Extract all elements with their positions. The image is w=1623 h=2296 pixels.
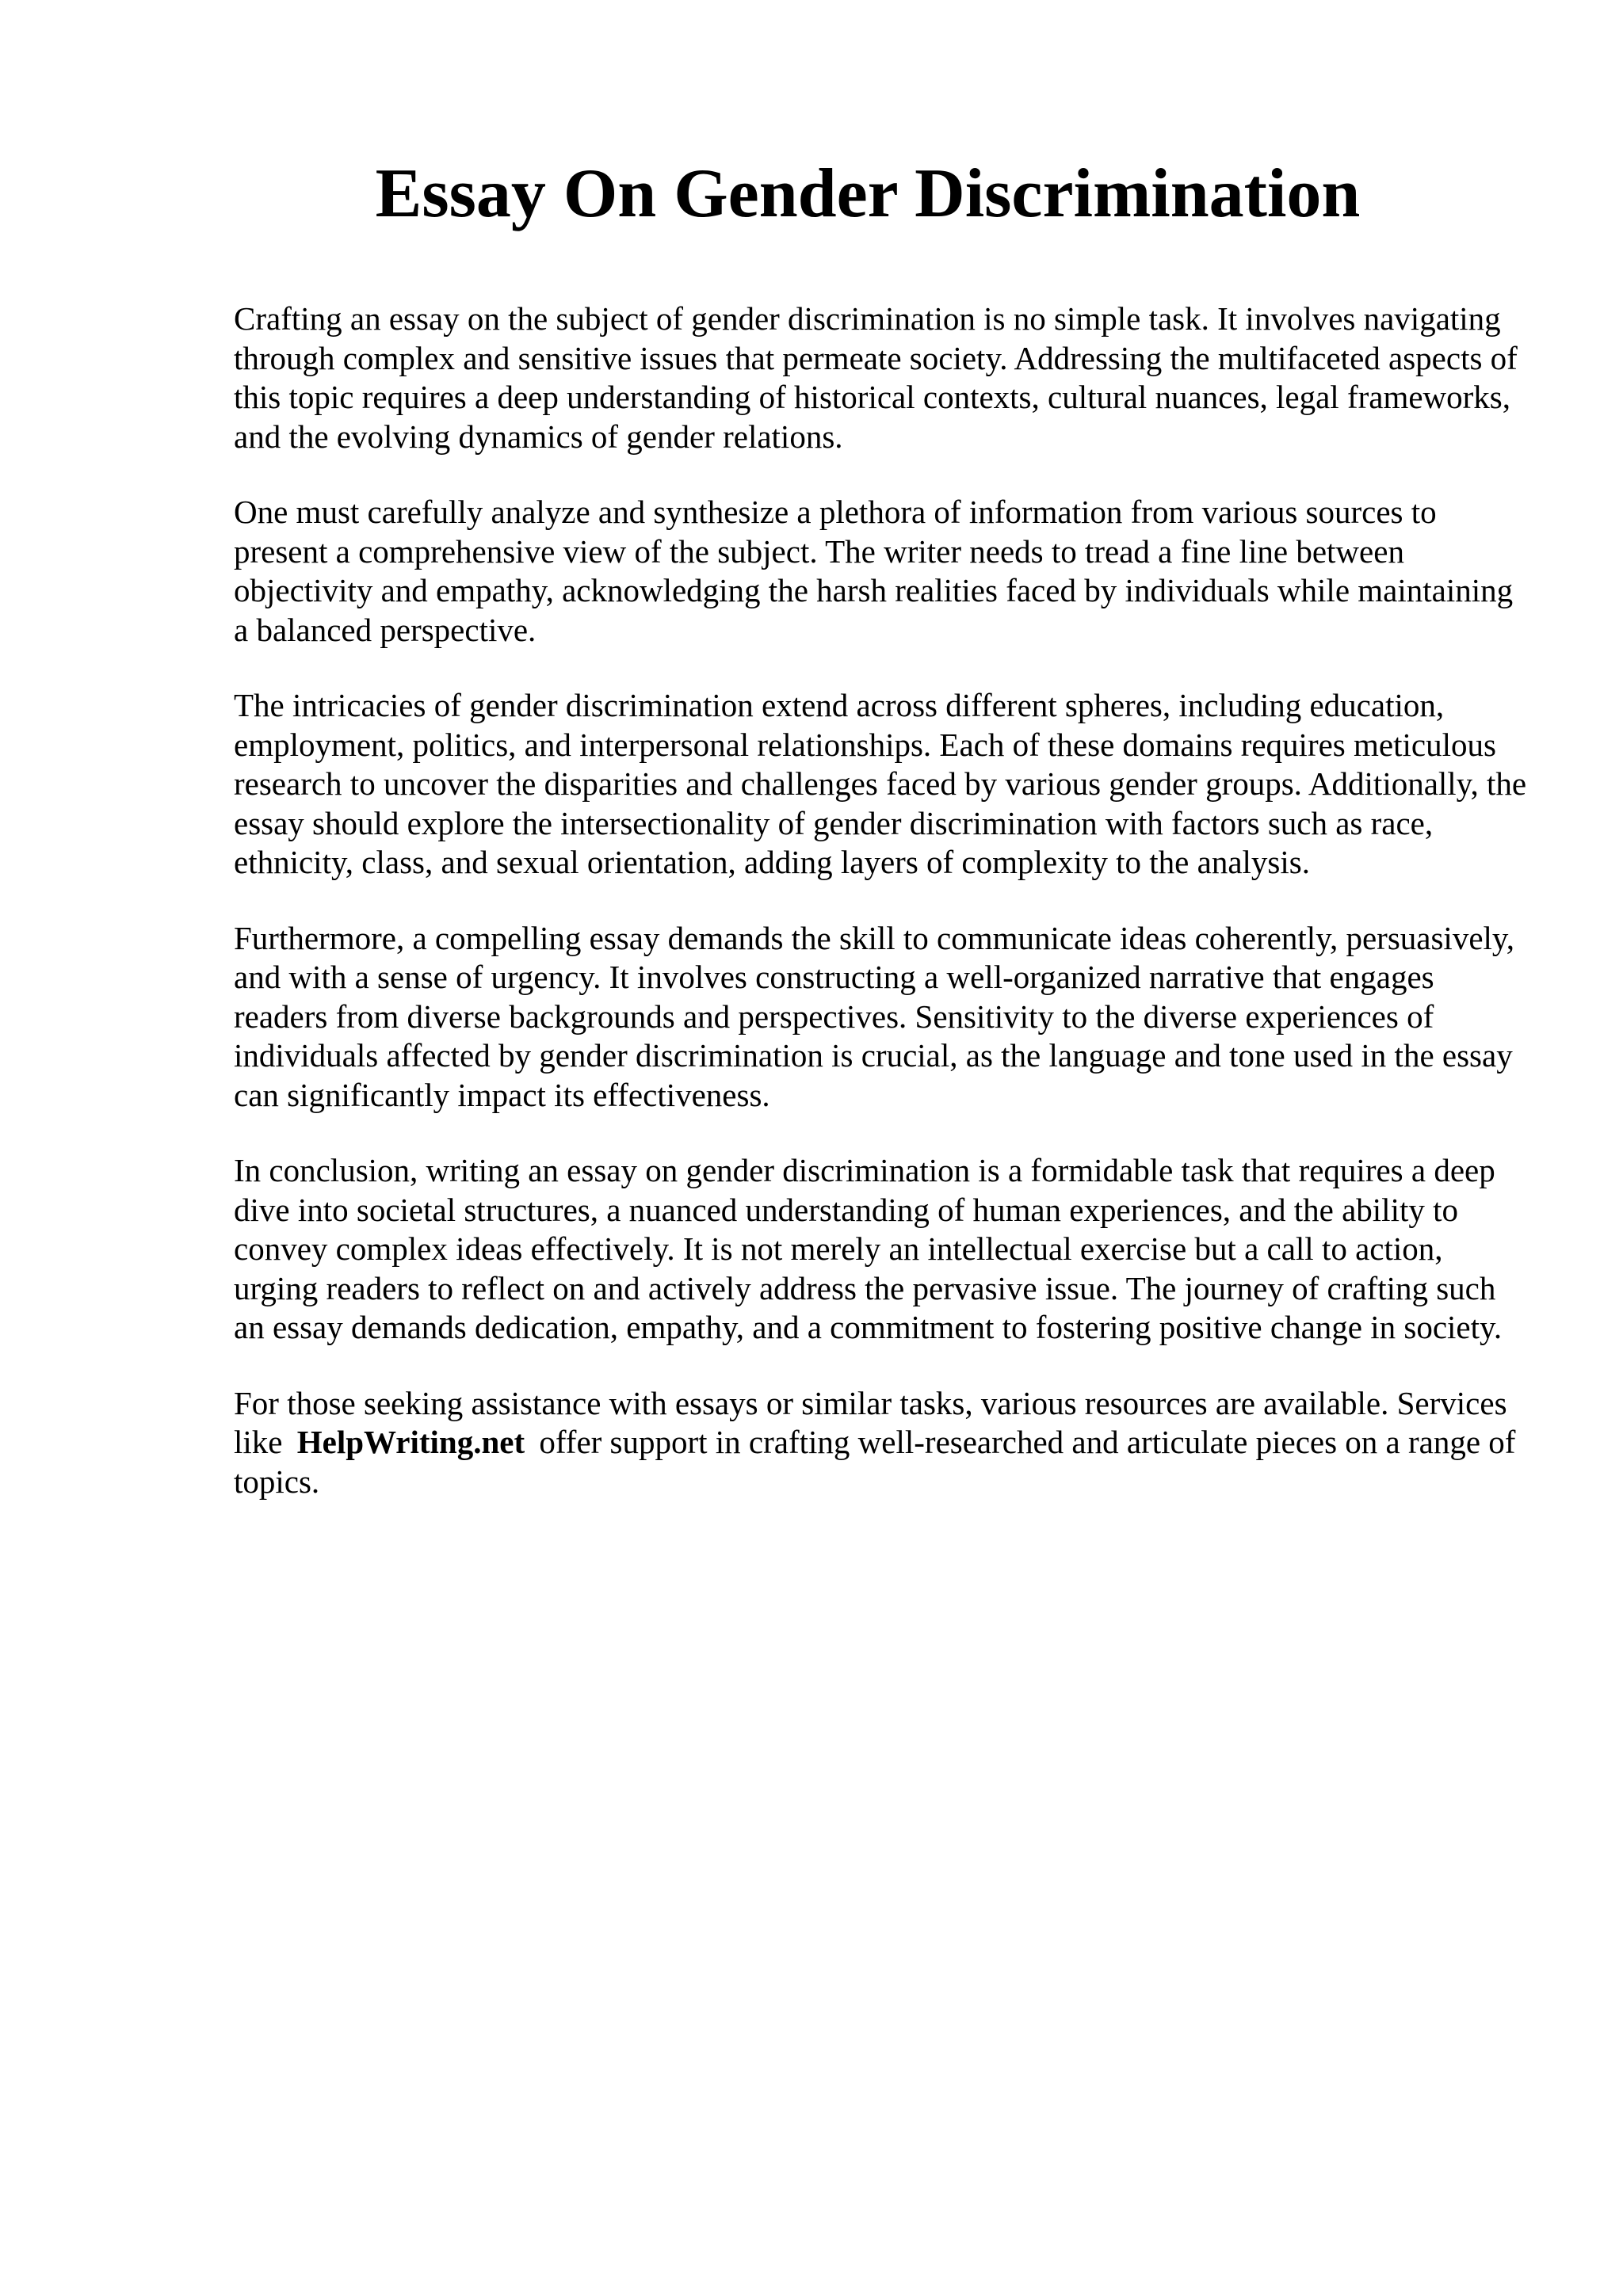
closing-text-after: offer support in crafting well-researched and articulate pieces on a range of topics. [234,1424,1516,1500]
closing-paragraph [234,1384,1533,1502]
document-title: Essay On Gender Discrimination [375,155,1361,232]
paragraph-5: In conclusion, writing an essay on gender discrimination is a formidable task that requires a deep dive into societal structures, a nuanced understanding of human experiences, and the ability to convey complex ideas effectively. It is not merely an intellectual exercise but a call to action, urging readers to reflect on and actively address the pervasive issue. The journey of crafting such an essay demands dedication, empathy, and a commitment to fostering positive change in society. [234,1152,1503,1345]
document-body [234,299,1533,1501]
paragraph-1: Crafting an essay on the subject of gender discrimination is no simple task. It involves navigating through complex and sensitive issues that permeate society. Addressing the multifaceted aspects of this topic requires a deep understanding of historical contexts, cultural nuances, legal frameworks, and the evolving dynamics of gender relations. [234,300,1518,455]
paragraph-3: The intricacies of gender discrimination extend across different spheres, including education, employment, politics, and interpersonal relationships. Each of these domains requires meticulous research to uncover the disparities and challenges faced by various gender groups. Additionally, the essay should explore the intersectionality of gender discrimination with factors such as race, ethnicity, class, and sexual orientation, adding layers of complexity to the analysis. [234,687,1527,880]
brand-name: HelpWriting.net [296,1424,525,1460]
closing-text-before: For those seeking assistance with essays or similar tasks, various resources are available. Services like [234,1384,1507,1460]
paragraph-2: One must carefully analyze and synthesize a plethora of information from various sources to present a comprehensive view of the subject. The writer needs to tread a fine line between objectivity and empathy, acknowledging the harsh realities faced by individuals while maintaining a balanced perspective. [234,494,1514,648]
paragraph-4: Furthermore, a compelling essay demands the skill to communicate ideas coherently, persuasively, and with a sense of urgency. It involves constructing a well-organized narrative that engages readers from diverse backgrounds and perspectives. Sensitivity to the diverse experiences of individuals affected by gender discrimination is crucial, as the language and tone used in the essay can significantly impact its effectiveness. [234,919,1514,1113]
